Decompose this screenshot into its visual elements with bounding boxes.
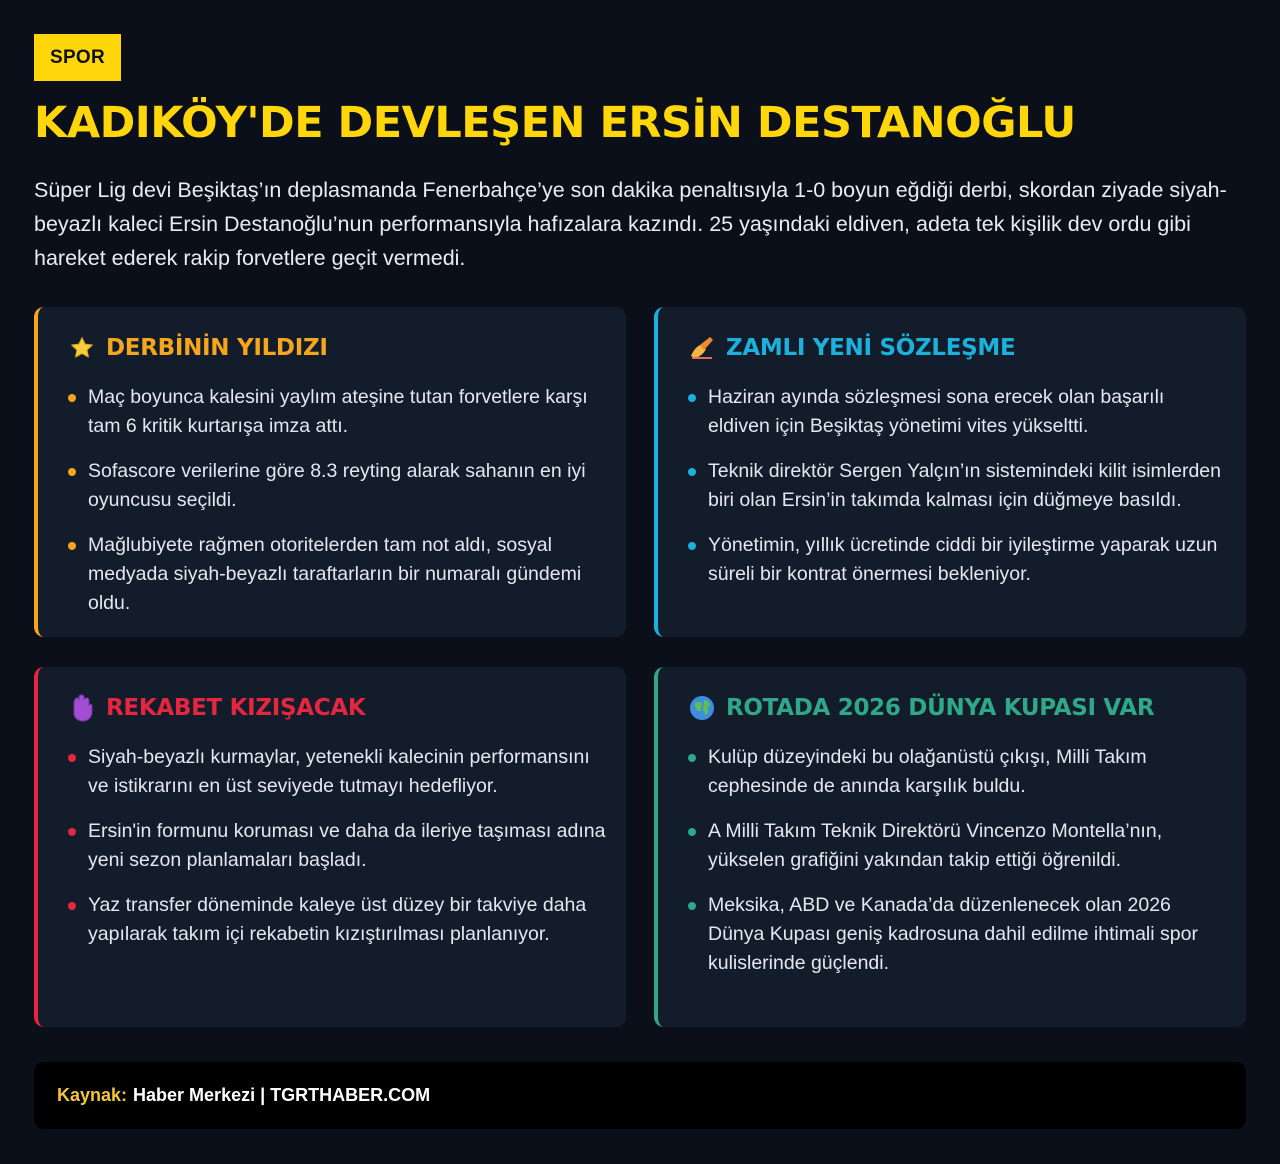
list-item: Haziran ayında sözleşmesi sona erecek olan başarılı eldiven için Beşiktaş yönetimi vites yükseltti. xyxy=(688,383,1226,441)
lead-paragraph: Süper Lig devi Beşiktaş’ın deplasmanda Fenerbahçe’ye son dakika penaltısıyla 1-0 boyun eğdiği derbi, skordan ziyade siyah-beyazlı kaleci Ersin Destanoğlu’nun performansıyla hafızalara kazındı. 25 yaşındaki eldiven, adeta tek kişilik dev ordu gibi hareket ederek rakip forvetlere geçit vermedi. xyxy=(34,178,1227,270)
source-value: Haber Merkezi | TGRTHABER.COM xyxy=(133,1085,431,1105)
glove-icon xyxy=(68,694,96,722)
list-item: Meksika, ABD ve Kanada’da düzenlenecek olan 2026 Dünya Kupası geniş kadrosuna dahil edilme ihtimali spor kulislerinde güçlendi. xyxy=(688,891,1226,978)
card-derbinin-yildizi xyxy=(34,307,626,637)
category-badge: SPOR xyxy=(34,34,121,81)
card-title: ROTADA 2026 DÜNYA KUPASI VAR xyxy=(726,695,1155,721)
bullet-list xyxy=(688,383,1226,589)
list-item: Teknik direktör Sergen Yalçın’ın sistemindeki kilit isimlerden biri olan Ersin’in takımda kalması için düğmeye basıldı. xyxy=(688,457,1226,515)
card-title: REKABET KIZIŞACAK xyxy=(106,695,366,721)
source-label: Kaynak: xyxy=(57,1085,128,1105)
bullet-list xyxy=(68,743,606,949)
writing-hand-icon xyxy=(688,334,716,362)
list-item: Sofascore verilerine göre 8.3 reyting alarak sahanın en iyi oyuncusu seçildi. xyxy=(68,457,606,515)
list-item: A Milli Takım Teknik Direktörü Vincenzo Montella’nın, yükselen grafiğini yakından takip ettiği öğrenildi. xyxy=(688,817,1226,875)
source-footer xyxy=(34,1062,1246,1129)
list-item: Yönetimin, yıllık ücretinde ciddi bir iyileştirme yaparak uzun süreli bir kontrat önermesi bekleniyor. xyxy=(688,531,1226,589)
card-title: DERBİNİN YILDIZI xyxy=(106,335,328,361)
list-item: Ersin'in formunu koruması ve daha da ileriye taşıması adına yeni sezon planlamaları başladı. xyxy=(68,817,606,875)
card-rotada-dunya-kupasi xyxy=(654,667,1246,1027)
bullet-list xyxy=(68,383,606,618)
headline: KADIKÖY'DE DEVLEŞEN ERSİN DESTANOĞLU xyxy=(34,98,1076,148)
list-item: Mağlubiyete rağmen otoritelerden tam not aldı, sosyal medyada siyah-beyazlı taraftarların bir numaralı gündemi oldu. xyxy=(68,531,606,618)
card-title: ZAMLI YENİ SÖZLEŞME xyxy=(726,335,1016,361)
globe-icon xyxy=(688,694,716,722)
card-zamli-yeni-sozlesme xyxy=(654,307,1246,637)
list-item: Kulüp düzeyindeki bu olağanüstü çıkışı, Milli Takım cephesinde de anında karşılık buldu. xyxy=(688,743,1226,801)
card-rekabet-kizisacak xyxy=(34,667,626,1027)
list-item: Siyah-beyazlı kurmaylar, yetenekli kalecinin performansını ve istikrarını en üst seviyede tutmayı hedefliyor. xyxy=(68,743,606,801)
list-item: Maç boyunca kalesini yaylım ateşine tutan forvetlere karşı tam 6 kritik kurtarışa imza attı. xyxy=(68,383,606,441)
star-icon xyxy=(68,334,96,362)
list-item: Yaz transfer döneminde kaleye üst düzey bir takviye daha yapılarak takım içi rekabetin kızıştırılması planlanıyor. xyxy=(68,891,606,949)
bullet-list xyxy=(688,743,1226,978)
